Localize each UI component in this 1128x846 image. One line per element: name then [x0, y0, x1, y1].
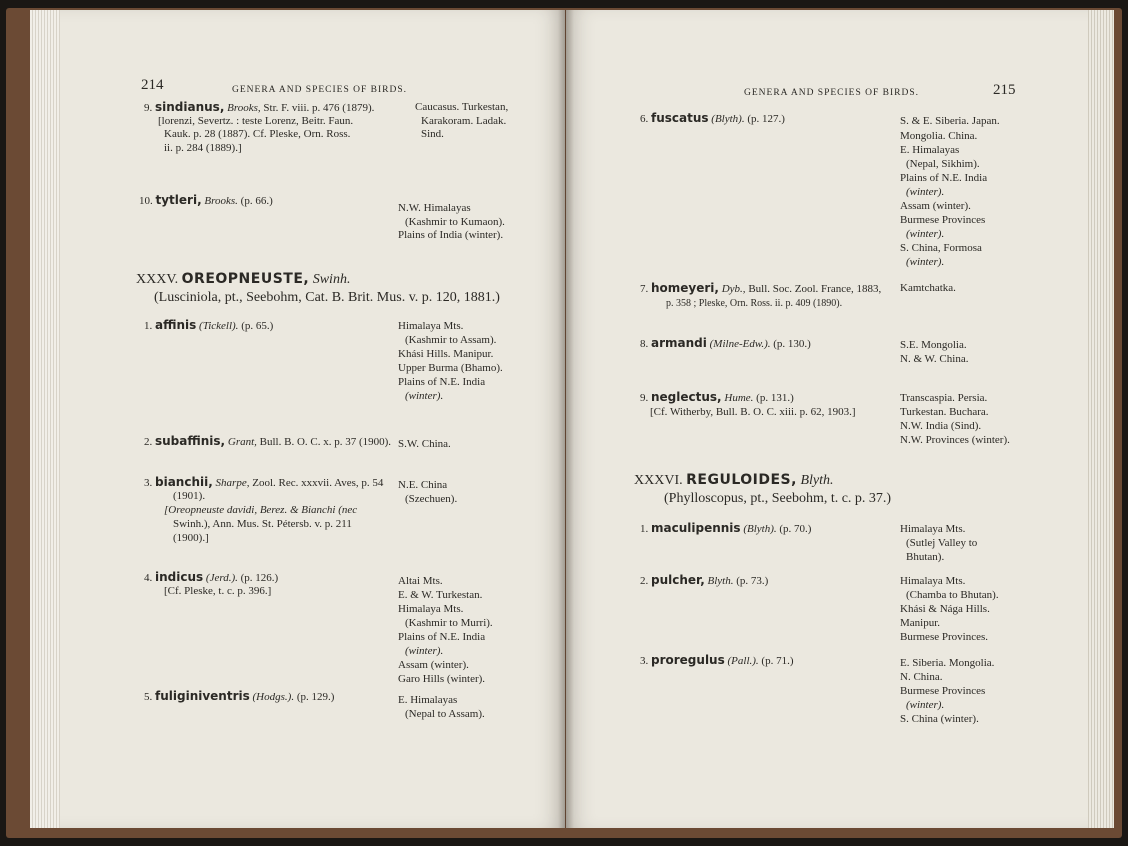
entry-number: 8. [640, 338, 649, 350]
species-author: Dyb., [721, 283, 746, 295]
range-line: Mongolia. China. [900, 130, 978, 142]
species-name: neglectus, [651, 390, 722, 404]
species-reference: (p. 130.) [773, 338, 811, 350]
range-line: (winter). [405, 390, 444, 402]
species-name: subaffinis, [155, 434, 226, 448]
range-line: (winter). [906, 699, 945, 711]
species-name: bianchii, [155, 475, 213, 489]
entry-number: 3. [144, 477, 153, 489]
entry-note: p. 358 ; Pleske, Orn. Ross. ii. p. 409 (1890). [666, 298, 843, 309]
genus-author: Swinh. [312, 272, 351, 287]
entry-note: [Cf. Witherby, Bull. B. O. C. xiii. p. 62, 1903.] [650, 406, 856, 418]
range-line: Sind. [421, 128, 444, 140]
range-line: E. Himalayas [398, 694, 458, 706]
species-reference: (p. 127.) [747, 113, 785, 125]
range-line: (winter). [906, 228, 945, 240]
entry-number: 10. [139, 195, 153, 207]
entry-number: 9. [144, 102, 153, 114]
range-line: N. China. [900, 671, 943, 683]
species-author: Brooks. [204, 195, 238, 207]
book-gutter [558, 10, 574, 828]
range-line: N.W. India (Sind). [900, 420, 982, 432]
species-author: (Tickell). [199, 320, 239, 332]
genus-numeral: XXXVI. [634, 473, 683, 488]
range-line: S. China, Formosa [900, 242, 982, 254]
range-line: (Nepal, Sikhim). [906, 158, 980, 170]
species-name: affinis [155, 318, 197, 332]
range-line: Manipur. [900, 617, 941, 629]
species-reference: Zool. Rec. xxxvii. Aves, p. 54 [252, 477, 384, 489]
range-line: (Chamba to Bhutan). [906, 589, 999, 601]
range-line: Khási & Nága Hills. [900, 603, 990, 615]
species-reference: (p. 66.) [240, 195, 273, 207]
species-author: Brooks, [227, 102, 261, 114]
entry-number: 9. [640, 392, 649, 404]
range-line: (Kashmir to Murri). [405, 617, 493, 629]
range-line: Assam (winter). [398, 659, 469, 671]
range-line: (winter). [906, 186, 945, 198]
entry-note: [Cf. Pleske, t. c. p. 396.] [164, 585, 272, 597]
entry-number: 6. [640, 113, 649, 125]
range-line: Himalaya Mts. [900, 523, 966, 535]
species-name: fuliginiventris [155, 689, 250, 703]
species-author: Blyth. [707, 575, 734, 587]
species-name: tytleri, [155, 193, 202, 207]
species-reference: (p. 126.) [240, 572, 279, 584]
range-line: Garo Hills (winter). [398, 673, 486, 685]
range-line: (Szechuen). [405, 493, 458, 505]
entry-note: Swinh.), Ann. Mus. St. Pétersb. v. p. 211 [173, 518, 352, 530]
range-line: Kamtchatka. [900, 282, 956, 294]
range-line: S. China (winter). [900, 713, 979, 725]
range-line: Bhutan). [906, 551, 945, 563]
range-line: Burmese Provinces [900, 214, 986, 226]
range-line: Upper Burma (Bhamo). [398, 362, 503, 374]
genus-synonymy: (Phylloscopus, pt., Seebohm, t. c. p. 37.) [664, 491, 892, 506]
range-line: Burmese Provinces. [900, 631, 988, 643]
range-line: E. Himalayas [900, 144, 960, 156]
page-edges-right [1088, 10, 1114, 828]
genus-name: REGULOIDES, [686, 472, 797, 488]
entry-number: 1. [640, 523, 649, 535]
genus-name: OREOPNEUSTE, [181, 271, 310, 287]
range-line: Himalaya Mts. [398, 320, 464, 332]
range-line: Burmese Provinces [900, 685, 986, 697]
range-line: Khási Hills. Manipur. [398, 348, 494, 360]
range-line: N.W. Himalayas [398, 202, 471, 214]
entry-number: 1. [144, 320, 153, 332]
range-line: Plains of N.E. India [398, 376, 486, 388]
range-line: Himalaya Mts. [398, 603, 464, 615]
page-number: 215 [993, 82, 1016, 98]
species-name: indicus [155, 570, 204, 584]
species-name: pulcher, [651, 573, 705, 587]
range-line: E. Siberia. Mongolia. [900, 657, 995, 669]
range-line: (winter). [906, 256, 945, 268]
species-author: (Pall.). [727, 655, 759, 667]
species-author: Grant, [227, 436, 257, 448]
range-line: Plains of N.E. India [900, 172, 988, 184]
species-reference: (p. 131.) [756, 392, 794, 404]
species-author: (Jerd.). [205, 572, 238, 584]
range-line: Turkestan. Buchara. [900, 406, 989, 418]
range-line: N. & W. China. [900, 353, 969, 365]
species-reference: (p. 65.) [241, 320, 274, 332]
range-line: Karakoram. Ladak. [421, 115, 507, 127]
entry-number: 7. [640, 283, 649, 295]
species-author: Sharpe, [215, 477, 250, 489]
range-line: (Sutlej Valley to [906, 537, 978, 549]
species-reference: (p. 129.) [296, 691, 335, 703]
species-name: homeyeri, [651, 281, 719, 295]
running-head: GENERA AND SPECIES OF BIRDS. [744, 88, 920, 98]
species-name: proregulus [651, 653, 725, 667]
species-author: (Hodgs.). [252, 691, 295, 703]
species-name: sindianus, [155, 100, 225, 114]
entry-note: [lorenzi, Severtz. : teste Lorenz, Beitr. Faun. [158, 115, 354, 127]
entry-number: 2. [640, 575, 649, 587]
entry-note: Kauk. p. 28 (1887). Cf. Pleske, Orn. Ross. [164, 128, 351, 140]
genus-numeral: XXXV. [136, 272, 179, 287]
right-page [566, 10, 1088, 828]
range-line: (winter). [405, 645, 444, 657]
range-line: Altai Mts. [398, 575, 443, 587]
entry-note: (1900).] [173, 532, 209, 544]
range-line: N.W. Provinces (winter). [900, 434, 1010, 446]
range-line: E. & W. Turkestan. [398, 589, 483, 601]
species-author: (Blyth). [743, 523, 777, 535]
range-line: Transcaspia. Persia. [900, 392, 988, 404]
genus-synonymy: (Lusciniola, pt., Seebohm, Cat. B. Brit. Mus. v. p. 120, 1881.) [154, 290, 500, 305]
range-line: (Kashmir to Kumaon). [405, 216, 505, 228]
entry-note: [Oreopneuste davidi, Berez. & Bianchi (nec [164, 504, 358, 516]
entry-note: ii. p. 284 (1889).] [164, 142, 242, 154]
species-reference: Bull. Soc. Zool. France, 1883, [748, 283, 882, 295]
range-line: S.W. China. [398, 438, 451, 450]
range-line: N.E. China [398, 479, 448, 491]
species-name: armandi [651, 336, 707, 350]
range-line: Assam (winter). [900, 200, 971, 212]
species-author: (Blyth). [711, 113, 745, 125]
range-line: Caucasus. Turkestan, [415, 101, 509, 113]
page-number: 214 [141, 77, 164, 93]
species-reference: (p. 70.) [779, 523, 812, 535]
range-line: S.E. Mongolia. [900, 339, 967, 351]
species-author: (Milne-Edw.). [709, 338, 771, 350]
entry-number: 2. [144, 436, 153, 448]
range-line: (Nepal to Assam). [405, 708, 485, 720]
range-line: (Kashmir to Assam). [405, 334, 497, 346]
species-author: Hume. [724, 392, 754, 404]
page-edges-left [30, 10, 62, 828]
entry-number: 5. [144, 691, 153, 703]
species-reference: (p. 73.) [736, 575, 769, 587]
species-reference: (p. 71.) [761, 655, 794, 667]
entry-note: (1901). [173, 490, 206, 502]
range-line: Plains of India (winter). [398, 229, 504, 241]
running-head: GENERA AND SPECIES OF BIRDS. [232, 85, 408, 95]
species-reference: Bull. B. O. C. x. p. 37 (1900). [259, 436, 392, 448]
genus-author: Blyth. [800, 473, 834, 488]
species-name: fuscatus [651, 111, 709, 125]
entry-number: 3. [640, 655, 649, 667]
range-line: S. & E. Siberia. Japan. [900, 115, 1000, 127]
range-line: Himalaya Mts. [900, 575, 966, 587]
range-line: Plains of N.E. India [398, 631, 486, 643]
species-name: maculipennis [651, 521, 741, 535]
species-reference: Str. F. viii. p. 476 (1879). [263, 102, 375, 114]
entry-number: 4. [144, 572, 153, 584]
left-page [60, 10, 565, 828]
